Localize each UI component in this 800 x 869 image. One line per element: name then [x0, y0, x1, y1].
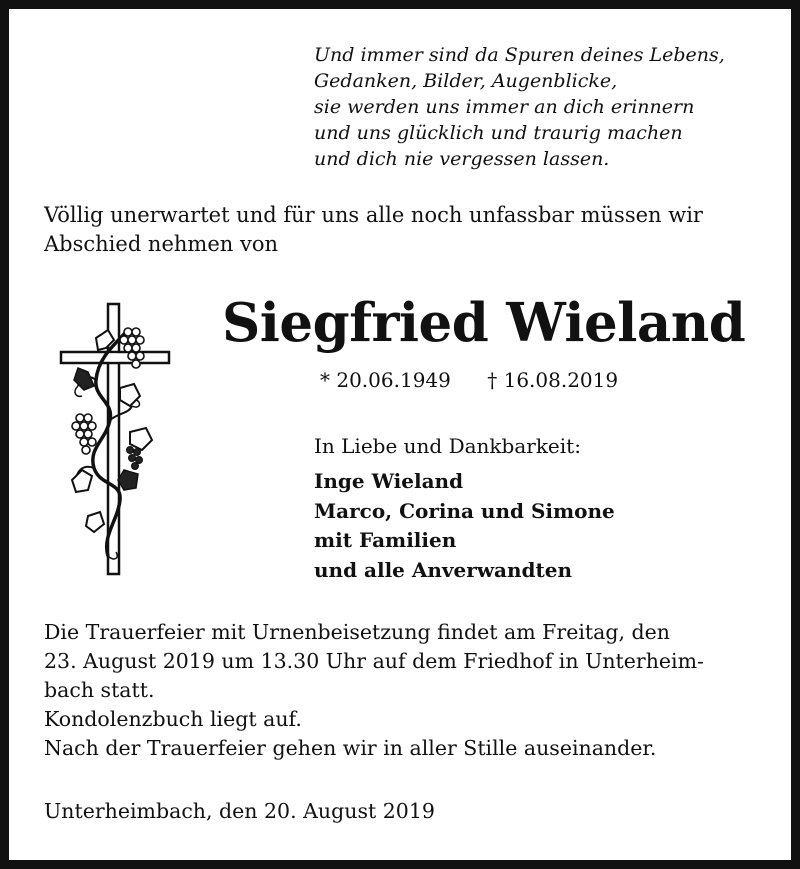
- ceremony-line: Kondolenzbuch liegt auf.: [44, 707, 302, 731]
- poem: [314, 42, 754, 172]
- death-date: † 16.08.2019: [487, 368, 619, 392]
- mourner-name: Marco, Corina und Simone: [314, 498, 615, 523]
- mourners-list: [314, 467, 615, 585]
- intro-line: Völlig unerwartet und für uns alle noch unfassbar müssen wir: [44, 203, 703, 227]
- life-dates: [320, 366, 618, 394]
- ceremony-line: Nach der Trauerfeier gehen wir in aller Stille auseinander.: [44, 736, 657, 760]
- place-and-date: Unterheimbach, den 20. August 2019: [44, 799, 435, 823]
- poem-line: Gedanken, Bilder, Augenblicke,: [314, 70, 618, 92]
- ceremony-line: 23. August 2019 um 13.30 Uhr auf dem Friedhof in Unterheim-: [44, 649, 704, 673]
- ceremony-line: Die Trauerfeier mit Urnenbeisetzung findet am Freitag, den: [44, 620, 670, 644]
- cross-with-vine-icon: [58, 300, 172, 578]
- ceremony-info: [44, 618, 764, 763]
- intro-line: Abschied nehmen von: [44, 232, 278, 256]
- poem-line: sie werden uns immer an dich erinnern: [314, 96, 695, 118]
- poem-line: Und immer sind da Spuren deines Lebens,: [314, 44, 725, 66]
- mourner-name: mit Familien: [314, 528, 457, 552]
- birth-date: * 20.06.1949: [320, 368, 451, 392]
- mourners-heading: In Liebe und Dankbarkeit:: [314, 434, 581, 458]
- mourner-name: und alle Anverwandten: [314, 557, 573, 582]
- ceremony-line: bach statt.: [44, 678, 155, 702]
- deceased-name: Siegfried Wieland: [222, 292, 746, 354]
- intro-text: [44, 201, 764, 259]
- poem-line: und dich nie vergessen lassen.: [314, 148, 610, 170]
- mourner-name: Inge Wieland: [314, 469, 464, 493]
- poem-line: und uns glücklich und traurig machen: [314, 122, 683, 144]
